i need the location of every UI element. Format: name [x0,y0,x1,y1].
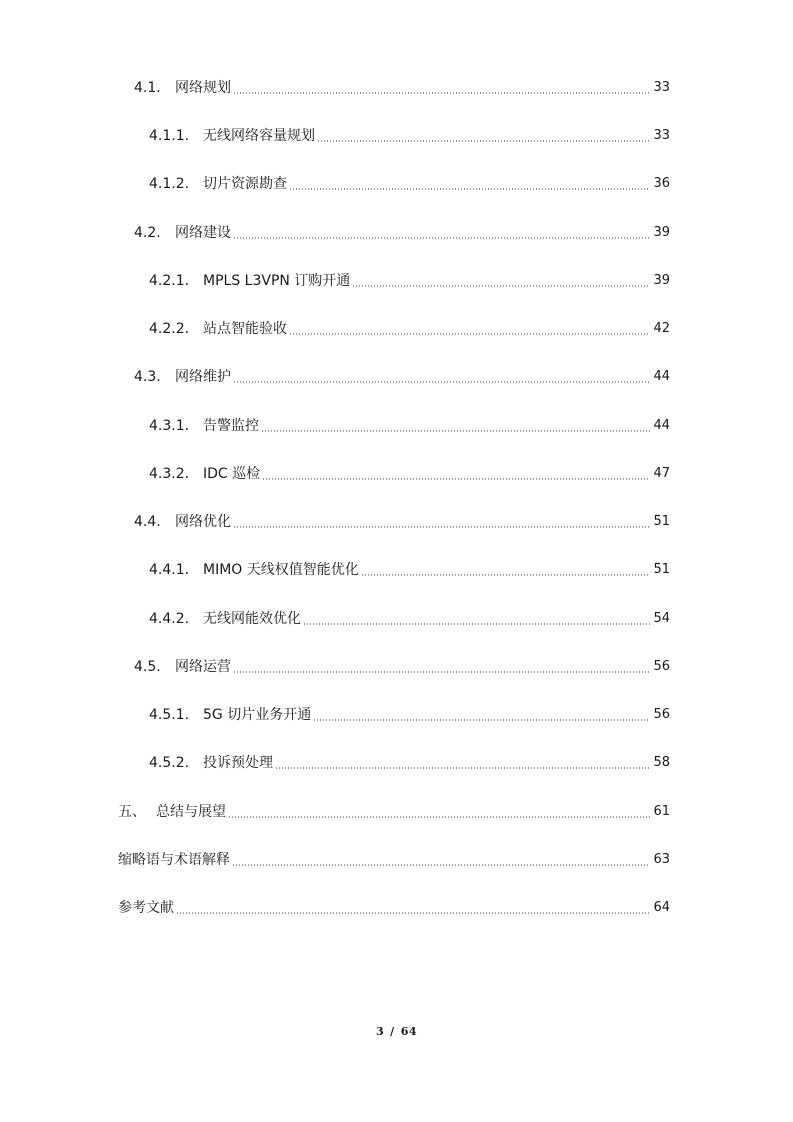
toc-entry-title: IDC 巡检 [203,466,261,482]
toc-entry-page: 44 [653,418,670,433]
dot-leader [261,430,650,433]
toc-entry-page: 33 [653,80,670,95]
toc-entry-title: 网络运营 [175,659,231,675]
toc-entry-page: 58 [653,755,670,770]
toc-entry-4-2[interactable] [134,222,670,244]
toc-entry-page: 51 [653,562,670,577]
toc-entry-number: 4.1. [134,80,161,96]
toc-entry-number: 4.2.2. [149,321,190,337]
dot-leader [232,864,650,867]
dot-leader [317,140,650,143]
toc-entry-title: 告警监控 [203,418,259,434]
toc-entry-page: 44 [653,369,670,384]
toc-entry-4-3[interactable] [134,366,670,388]
toc-entry-title: 参考文献 [118,900,174,916]
dot-leader [233,381,650,384]
dot-leader [228,816,650,819]
toc-entry-title: 投诉预处理 [203,755,273,771]
toc-entry-4-3-1[interactable] [149,415,670,437]
toc-entry-title: 无线网能效优化 [203,611,301,627]
toc-entry-title: 网络建设 [175,225,231,241]
toc-entry-number: 4.5.2. [149,755,190,771]
dot-leader [233,671,650,674]
page-separator: / [390,1025,395,1038]
toc-entry-4-3-2[interactable] [149,463,670,485]
toc-entry-number: 4.2. [134,225,161,241]
toc-entry-title: MPLS L3VPN 订购开通 [203,273,351,289]
dot-leader [313,719,650,722]
toc-entry-title: 网络优化 [175,514,231,530]
toc-entry-title: MIMO 天线权值智能优化 [203,562,359,578]
toc-entry-4-5-2[interactable] [149,752,670,774]
toc-entry-number: 4.2.1. [149,273,190,289]
toc-entry-4-1[interactable] [134,77,670,99]
toc-entry-title: 无线网络容量规划 [203,128,315,144]
toc-entry-number: 4.1.1. [149,128,190,144]
toc-entry-title: 网络规划 [175,80,231,96]
toc-entry-number: 4.3. [134,369,161,385]
toc-entry-4-1-2[interactable] [149,173,670,195]
toc-entry-number: 4.3.2. [149,466,190,482]
toc-entry-4-4-2[interactable] [149,608,670,630]
toc-entry-page: 56 [653,659,670,674]
toc-entry-page: 36 [653,176,670,191]
toc-entry-4-4[interactable] [134,511,670,533]
toc-entry-4-5[interactable] [134,656,670,678]
toc-entry-title: 站点智能验收 [203,321,287,337]
dot-leader [176,912,650,915]
dot-leader [361,574,651,577]
toc-entry-4-1-1[interactable] [149,125,670,147]
toc-entry-page: 51 [653,514,670,529]
toc-entry-number: 4.4.1. [149,562,190,578]
toc-entry-references[interactable] [118,897,670,919]
dot-leader [289,188,650,191]
toc-entry-page: 47 [653,466,670,481]
dot-leader [233,526,650,529]
toc-entry-number: 4.3.1. [149,418,190,434]
toc-entry-number: 4.1.2. [149,176,190,192]
dot-leader [275,767,650,770]
toc-entry-title: 5G 切片业务开通 [203,707,312,723]
dot-leader [289,333,650,336]
dot-leader [262,478,650,481]
toc-entry-4-2-2[interactable] [149,318,670,340]
toc-entry-page: 39 [653,273,670,288]
toc-entry-chapter-5[interactable] [118,801,670,823]
toc-entry-page: 39 [653,225,670,240]
toc-entry-4-2-1[interactable] [149,270,670,292]
toc-entry-title: 总结与展望 [156,804,226,820]
page-number-footer [0,1025,793,1038]
toc-entry-page: 61 [653,804,670,819]
toc-entry-title: 切片资源勘查 [203,176,287,192]
toc-entry-number: 4.4.2. [149,611,190,627]
toc-entry-page: 64 [653,900,670,915]
dot-leader [233,92,650,95]
toc-entry-page: 33 [653,128,670,143]
toc-entry-page: 63 [653,852,670,867]
toc-entry-page: 56 [653,707,670,722]
dot-leader [352,285,650,288]
toc-entry-page: 42 [653,321,670,336]
toc-entry-page: 54 [653,611,670,626]
toc-entry-4-5-1[interactable] [149,704,670,726]
dot-leader [233,237,650,240]
current-page-number: 3 [376,1025,385,1038]
dot-leader [303,623,650,626]
total-pages: 64 [400,1025,417,1038]
toc-entry-number: 4.4. [134,514,161,530]
toc-entry-title: 缩略语与术语解释 [118,852,230,868]
toc-entry-number: 4.5. [134,659,161,675]
toc-entry-number: 4.5.1. [149,707,190,723]
toc-entry-number: 五、 [118,804,146,820]
toc-entry-glossary[interactable] [118,849,670,871]
toc-entry-4-4-1[interactable] [149,559,670,581]
toc-entry-title: 网络维护 [175,369,231,385]
